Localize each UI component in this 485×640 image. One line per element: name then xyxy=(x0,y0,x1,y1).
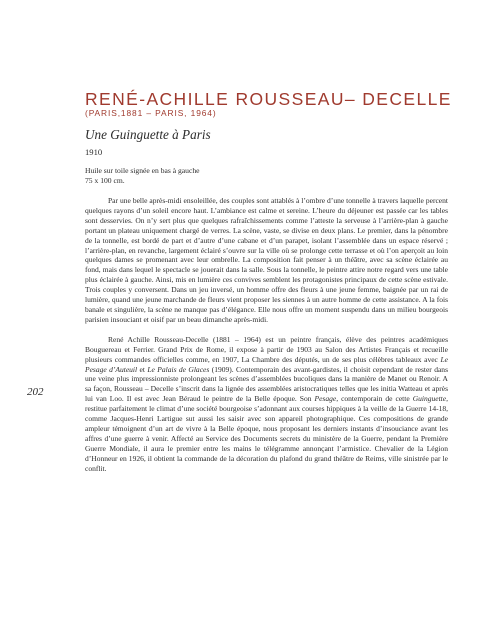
bio-text-5: , restitue parfaitement le climat d’une société bourgeoise s’adonnant aux courses hippiques à la veille de la Guerre 14-18, comme Jacques-Henri Lartigue sut aussi les saisir avec son appareil photographique. Ces compositions de grande ampleur témoignent d’un art de vivre à la Belle époque, nous proposant les derniers instants d’insouciance avant les affres d’une guerre à venir. Affecté au Service des Documents secrets du ministère de la Guerre, pendant la Première Guerre Mondiale, il aura le premier entre les mains le télégramme annonçant l’armistice. Chevalier de la Légion d’Honneur en 1926, il obtient la commande de la décoration du plafond du grand théâtre de Reims, ville sinistrée par le conflit. xyxy=(85,394,448,473)
description-paragraph: Par une belle après-midi ensoleillée, des couples sont attablés à l’ombre d’une tonnelle à travers laquelle percent quelques rayons d’un soleil encore haut. L’ambiance est calme et sereine. L’heure du déjeuner est passée car les tables sont desservies. On n’y sert plus que quelques rafraîchissements comme l’atteste la serveuse à l’arrière-plan à gauche portant un plateau uniquement chargé de verres. La scène, vaste, se divise en deux plans. Le premier, dans la pénombre de la tonnelle, est bordé de part et d’autre d’une cabane et d’un parapet, isolant l’assemblée dans un espace réservé ; l’arrière-plan, en revanche, largement éclairé s’ouvre sur la ville où se prolonge cette terrasse et où l’on aperçoit au loin quelques dames se promenant avec leur ombrelle. La composition fait penser à un théâtre, avec sa scène éclairée au fond, mais dans lequel le spectacle se jouerait dans la salle. Sous la tonnelle, le peintre attire notre regard vers une table plus éclairée à gauche. Ainsi, mis en lumière ces convives semblent les protagonistes principaux de cette scène estivale. Trois couples y conversent. Dans un jeu inversé, un homme offre des fleurs à une jeune femme, baignée par un rai de lumière, quand une jeune marchande de fleurs vient proposer les siennes à un autre homme de cette assistance. A la fois banale et singulière, la scène ne manque pas d’élégance. Elle nous offre un moment suspendu dans un milieu bourgeois parisien insouciant et oisif par un beau dimanche après-midi. xyxy=(85,196,448,324)
artwork-ref-guinguette: Guinguette xyxy=(412,394,447,404)
artwork-dimensions: 75 x 100 cm. xyxy=(85,176,125,185)
artwork-medium: Huile sur toile signée en bas à gauche xyxy=(85,166,200,175)
bio-text-2: et xyxy=(137,364,148,374)
artwork-ref-palais-glaces: Le Palais de Glaces xyxy=(147,364,210,374)
artwork-year: 1910 xyxy=(85,147,103,157)
body-text xyxy=(85,196,448,473)
biography-paragraph xyxy=(85,335,448,474)
bio-text-1: René Achille Rousseau-Decelle (1881 – 1964) est un peintre français, élève des peintres académiques Bouguereau et Ferrier. Grand Prix de Rome, il expose à partir de 1903 au Salon des Artistes Français et recueille plusieurs commandes officielles comme, en 1907, La Chambre des députés, un de ses plus célèbres tableaux avec xyxy=(85,334,448,364)
artwork-ref-pesage-auteuil: Le Pesage d’Auteuil xyxy=(85,354,448,374)
bio-text-4: , contemporain de cette xyxy=(336,394,413,404)
bio-text-3: (1909). Contemporain des avant-gardistes, il choisit cependant de rester dans une veine plus impressionniste prolongeant les scènes d’assemblées bucoliques dans la manière de Manet ou Renoir. A sa façon, Rousseau – Decelle s’inscrit dans la lignée des assemblées aristocratiques telles que les initia Watteau et après lui van Loo. Il est avec Jean Béraud le peintre de la Belle époque. Son xyxy=(85,364,448,404)
artist-dates: (PARIS,1881 – PARIS, 1964) xyxy=(85,108,217,118)
artwork-ref-pesage: Pesage xyxy=(314,394,337,404)
artist-name: RENÉ-ACHILLE ROUSSEAU– DECELLE xyxy=(85,89,452,109)
artwork-title: Une Guinguette à Paris xyxy=(85,127,211,142)
page-number: 202 xyxy=(27,386,44,398)
